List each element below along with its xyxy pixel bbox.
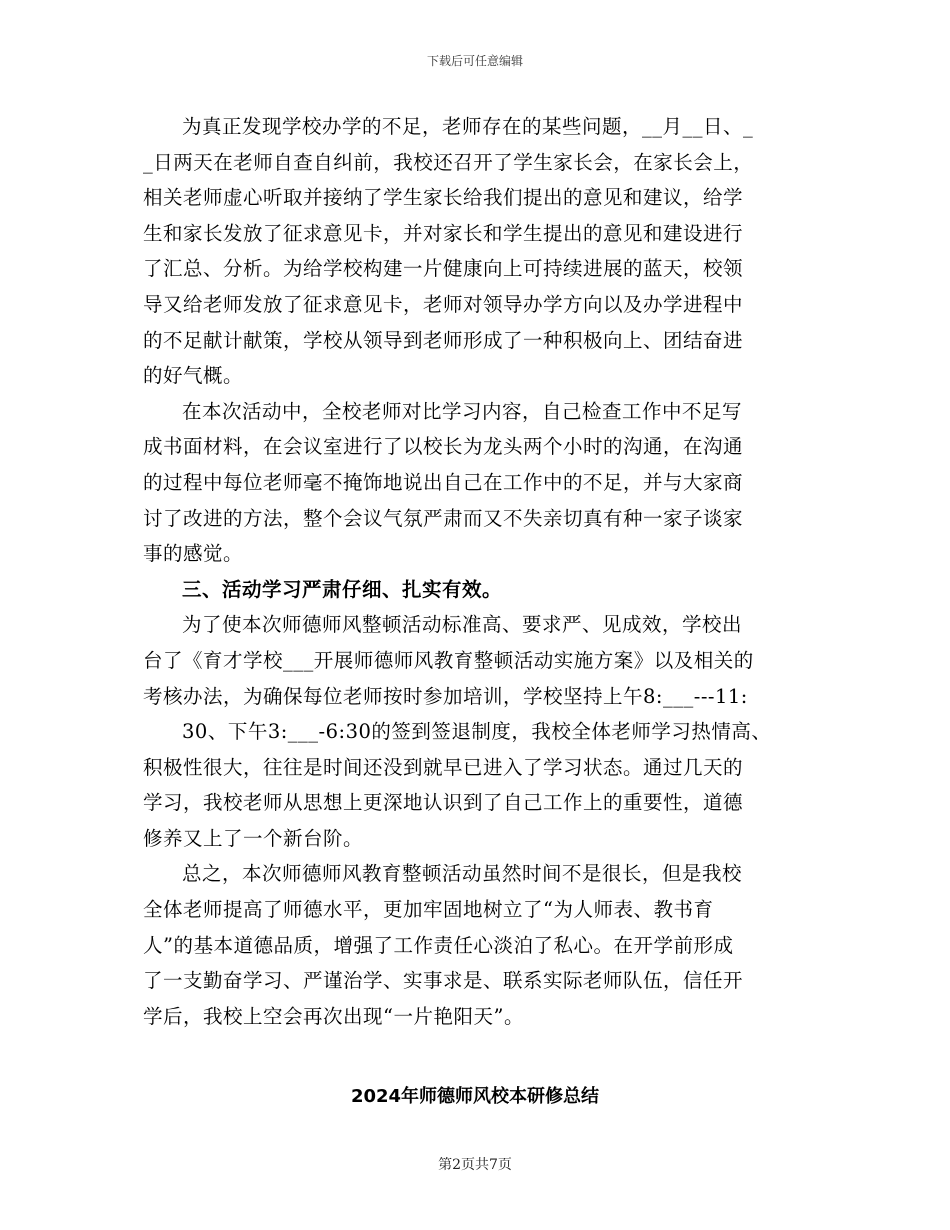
text-line: 的好气概。 [143,364,244,388]
page-footer: 第2页共7页 [438,1157,512,1173]
text-line: 30、下午3:___-6:30的签到签退制度，我校全体老师学习热情高、 [182,720,772,744]
header-note: 下载后可任意编辑 [426,54,523,68]
text-line: _日两天在老师自查自纠前，我校还召开了学生家长会，在家长会上， [143,150,754,174]
text-line: 了汇总、分析。为给学校构建一片健康向上可持续进展的蓝天，校领 [143,257,744,281]
paragraph-1 [143,109,807,394]
text-line: 为了使本次师德师风整顿活动标准高、要求严、见成效，学校出 [182,613,743,637]
text-line: 学后，我校上空会再次出现“一片艳阳天”。 [143,1004,524,1028]
text-line: 全体老师提高了师德水平，更加牢固地树立了“为人师表、教书育 [143,898,714,922]
paragraph-4 [143,714,807,856]
text-line: 生和家长发放了征求意见卡，并对家长和学生提出的意见和建设进行 [143,221,744,245]
text-line: 积极性很大，往往是时间还没到就早已进入了学习状态。通过几天的 [143,755,744,779]
text-line: 学习，我校老师从思想上更深地认识到了自己工作上的重要性，道德 [143,791,744,815]
document-body [143,109,807,1034]
text-line: 人”的基本道德品质，增强了工作责任心淡泊了私心。在开学前形成 [143,933,734,957]
text-line: 为真正发现学校办学的不足，老师存在的某些问题，__月__日、_ [182,115,754,138]
paragraph-3 [143,607,807,714]
text-line: 考核办法，为确保每位老师按时参加培训，学校坚持上午8:___---11: [143,684,748,708]
document-title: 2024年师德师风校本研修总结 [350,1086,600,1107]
text-line: 修养又上了一个新台阶。 [143,826,364,850]
text-line: 在本次活动中，全校老师对比学习内容，自己检查工作中不足写 [182,399,743,423]
section-heading: 三、活动学习严肃仔细、扎实有效。 [182,577,503,601]
paragraph-2 [143,394,807,572]
paragraph-5 [143,856,807,1034]
text-line: 了一支勤奋学习、严谨治学、实事求是、联系实际老师队伍，信任开 [143,969,744,993]
text-line: 相关老师虚心听取并接纳了学生家长给我们提出的意见和建议，给学 [143,186,744,210]
text-line: 的不足献计献策，学校从领导到老师形成了一种积极向上、团结奋进 [143,328,744,352]
text-line: 事的感觉。 [143,542,244,566]
text-line: 总之，本次师德师风教育整顿活动虽然时间不是很长，但是我校 [182,862,743,886]
text-line: 成书面材料，在会议室进行了以校长为龙头两个小时的沟通，在沟通 [143,435,744,459]
text-line: 讨了改进的方法，整个会议气氛严肃而又不失亲切真有种一家子谈家 [143,506,744,530]
text-line: 导又给老师发放了征求意见卡，老师对领导办学方向以及办学进程中 [143,292,744,316]
text-line: 的过程中每位老师毫不掩饰地说出自己在工作中的不足，并与大家商 [143,470,744,494]
text-line: 台了《育才学校___开展师德师风教育整顿活动实施方案》以及相关的 [143,648,754,672]
